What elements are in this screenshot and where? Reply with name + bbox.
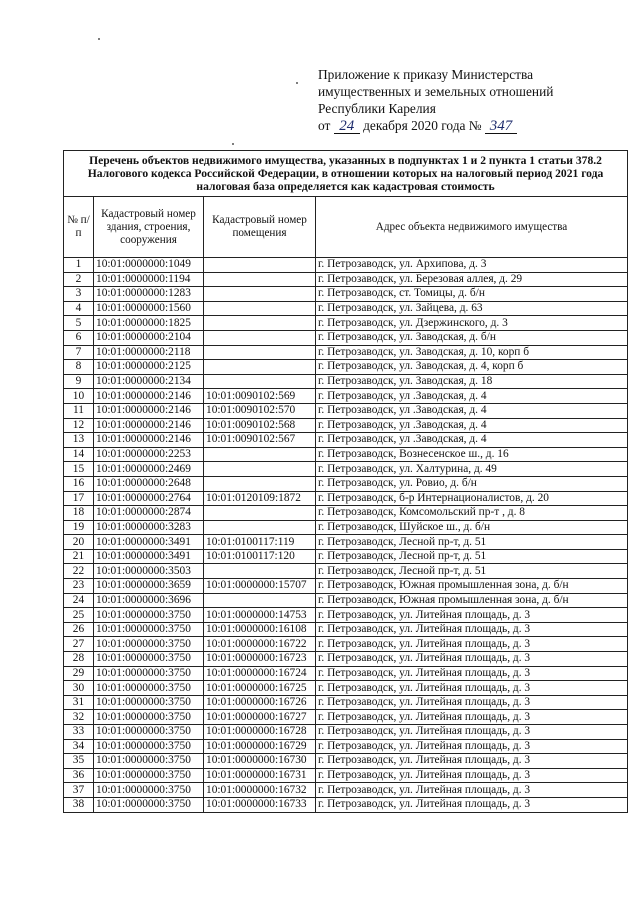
- premises-cadastral-number: 10:01:0000000:16722: [204, 637, 316, 652]
- row-number: 22: [64, 564, 94, 579]
- table-row: [64, 535, 628, 550]
- object-address: г. Петрозаводск, б-р Интернационалистов, д. 20: [316, 491, 628, 506]
- object-address: г. Петрозаводск, ул. Литейная площадь, д. 3: [316, 681, 628, 696]
- table-row: [64, 258, 628, 273]
- object-address: г. Петрозаводск, ст. Томицы, д. б/н: [316, 287, 628, 302]
- table-title-row: [64, 151, 628, 197]
- premises-cadastral-number: [204, 462, 316, 477]
- object-address: г. Петрозаводск, ул. Литейная площадь, д. 3: [316, 739, 628, 754]
- building-cadastral-number: 10:01:0000000:3283: [94, 520, 204, 535]
- object-address: г. Петрозаводск, ул. Заводская, д. 4, корп б: [316, 360, 628, 375]
- premises-cadastral-number: 10:01:0000000:16729: [204, 739, 316, 754]
- table-title: Перечень объектов недвижимого имущества, указанных в подпунктах 1 и 2 пункта 1 статьи 378.2 Налогового кодекса Российской Федерации, в отношении которых на налоговый период 2021 года налоговая база определяется как кадастровая стоимость: [64, 151, 628, 197]
- building-cadastral-number: 10:01:0000000:1560: [94, 301, 204, 316]
- row-number: 25: [64, 608, 94, 623]
- object-address: г. Петрозаводск, ул .Заводская, д. 4: [316, 418, 628, 433]
- object-address: г. Петрозаводск, ул. Дзержинского, д. 3: [316, 316, 628, 331]
- building-cadastral-number: 10:01:0000000:3750: [94, 725, 204, 740]
- building-cadastral-number: 10:01:0000000:3750: [94, 710, 204, 725]
- document-header: [318, 66, 618, 134]
- premises-cadastral-number: [204, 374, 316, 389]
- scan-speck: [98, 38, 100, 40]
- building-cadastral-number: 10:01:0000000:2874: [94, 506, 204, 521]
- building-cadastral-number: 10:01:0000000:3491: [94, 549, 204, 564]
- table-row: [64, 301, 628, 316]
- object-address: г. Петрозаводск, ул .Заводская, д. 4: [316, 389, 628, 404]
- premises-cadastral-number: [204, 476, 316, 491]
- object-address: г. Петрозаводск, ул. Литейная площадь, д. 3: [316, 666, 628, 681]
- building-cadastral-number: 10:01:0000000:3750: [94, 681, 204, 696]
- table-row: [64, 579, 628, 594]
- table-row: [64, 345, 628, 360]
- table-row: [64, 476, 628, 491]
- premises-cadastral-number: 10:01:0000000:16730: [204, 754, 316, 769]
- property-table: [63, 150, 628, 813]
- premises-cadastral-number: 10:01:0000000:16723: [204, 652, 316, 667]
- row-number: 1: [64, 258, 94, 273]
- building-cadastral-number: 10:01:0000000:3750: [94, 783, 204, 798]
- premises-cadastral-number: 10:01:0100117:120: [204, 549, 316, 564]
- date-prefix: от: [318, 118, 331, 133]
- table-row: [64, 695, 628, 710]
- object-address: г. Петрозаводск, ул. Литейная площадь, д. 3: [316, 710, 628, 725]
- premises-cadastral-number: [204, 593, 316, 608]
- object-address: г. Петрозаводск, ул. Литейная площадь, д. 3: [316, 768, 628, 783]
- table-row: [64, 403, 628, 418]
- handwritten-order-number: 347: [485, 119, 517, 134]
- object-address: г. Петрозаводск, Южная промышленная зона, д. б/н: [316, 593, 628, 608]
- table-row: [64, 739, 628, 754]
- object-address: г. Петрозаводск, Лесной пр-т, д. 51: [316, 549, 628, 564]
- building-cadastral-number: 10:01:0000000:3696: [94, 593, 204, 608]
- header-line-3: Республики Карелия: [318, 101, 436, 116]
- scan-speck: [296, 82, 298, 84]
- row-number: 21: [64, 549, 94, 564]
- table-row: [64, 637, 628, 652]
- row-number: 36: [64, 768, 94, 783]
- building-cadastral-number: 10:01:0000000:3659: [94, 579, 204, 594]
- table-row: [64, 433, 628, 448]
- header-date-line: [318, 117, 618, 134]
- premises-cadastral-number: 10:01:0000000:16727: [204, 710, 316, 725]
- object-address: г. Петрозаводск, ул .Заводская, д. 4: [316, 433, 628, 448]
- handwritten-day: 24: [334, 119, 360, 134]
- row-number: 34: [64, 739, 94, 754]
- object-address: г. Петрозаводск, Комсомольский пр-т , д. 8: [316, 506, 628, 521]
- object-address: г. Петрозаводск, ул. Литейная площадь, д. 3: [316, 754, 628, 769]
- row-number: 28: [64, 652, 94, 667]
- row-number: 8: [64, 360, 94, 375]
- building-cadastral-number: 10:01:0000000:2104: [94, 330, 204, 345]
- object-address: г. Петрозаводск, Вознесенское ш., д. 16: [316, 447, 628, 462]
- table-row: [64, 520, 628, 535]
- premises-cadastral-number: 10:01:0090102:567: [204, 433, 316, 448]
- building-cadastral-number: 10:01:0000000:3750: [94, 768, 204, 783]
- table-row: [64, 462, 628, 477]
- premises-cadastral-number: 10:01:0000000:16724: [204, 666, 316, 681]
- table-row: [64, 506, 628, 521]
- object-address: г. Петрозаводск, ул. Литейная площадь, д. 3: [316, 797, 628, 812]
- table-row: [64, 287, 628, 302]
- table-row: [64, 783, 628, 798]
- object-address: г. Петрозаводск, ул. Литейная площадь, д. 3: [316, 652, 628, 667]
- building-cadastral-number: 10:01:0000000:2469: [94, 462, 204, 477]
- building-cadastral-number: 10:01:0000000:3750: [94, 666, 204, 681]
- header-line-1: Приложение к приказу Министерства: [318, 67, 534, 82]
- object-address: г. Петрозаводск, ул. Литейная площадь, д. 3: [316, 637, 628, 652]
- premises-cadastral-number: 10:01:0000000:16725: [204, 681, 316, 696]
- premises-cadastral-number: [204, 301, 316, 316]
- row-number: 14: [64, 447, 94, 462]
- table-row: [64, 374, 628, 389]
- object-address: г. Петрозаводск, ул. Литейная площадь, д. 3: [316, 783, 628, 798]
- object-address: г. Петрозаводск, ул. Литейная площадь, д. 3: [316, 622, 628, 637]
- table-row: [64, 725, 628, 740]
- table-header-row: [64, 197, 628, 258]
- building-cadastral-number: 10:01:0000000:2134: [94, 374, 204, 389]
- row-number: 19: [64, 520, 94, 535]
- table-row: [64, 316, 628, 331]
- row-number: 26: [64, 622, 94, 637]
- object-address: г. Петрозаводск, ул. Архипова, д. 3: [316, 258, 628, 273]
- object-address: г. Петрозаводск, ул. Литейная площадь, д. 3: [316, 608, 628, 623]
- object-address: г. Петрозаводск, ул. Заводская, д. б/н: [316, 330, 628, 345]
- table-row: [64, 768, 628, 783]
- table-row: [64, 652, 628, 667]
- col-header-premises: Кадастровый номер помещения: [204, 197, 316, 258]
- premises-cadastral-number: [204, 287, 316, 302]
- row-number: 24: [64, 593, 94, 608]
- premises-cadastral-number: 10:01:0120109:1872: [204, 491, 316, 506]
- row-number: 37: [64, 783, 94, 798]
- premises-cadastral-number: 10:01:0000000:16731: [204, 768, 316, 783]
- row-number: 35: [64, 754, 94, 769]
- premises-cadastral-number: [204, 258, 316, 273]
- building-cadastral-number: 10:01:0000000:3750: [94, 754, 204, 769]
- premises-cadastral-number: 10:01:0000000:16728: [204, 725, 316, 740]
- building-cadastral-number: 10:01:0000000:3750: [94, 652, 204, 667]
- row-number: 2: [64, 272, 94, 287]
- table-row: [64, 389, 628, 404]
- row-number: 5: [64, 316, 94, 331]
- building-cadastral-number: 10:01:0000000:2648: [94, 476, 204, 491]
- building-cadastral-number: 10:01:0000000:1283: [94, 287, 204, 302]
- table-row: [64, 710, 628, 725]
- row-number: 15: [64, 462, 94, 477]
- row-number: 29: [64, 666, 94, 681]
- row-number: 11: [64, 403, 94, 418]
- premises-cadastral-number: [204, 272, 316, 287]
- premises-cadastral-number: [204, 506, 316, 521]
- table-row: [64, 564, 628, 579]
- premises-cadastral-number: [204, 360, 316, 375]
- table-row: [64, 608, 628, 623]
- row-number: 13: [64, 433, 94, 448]
- object-address: г. Петрозаводск, ул. Литейная площадь, д. 3: [316, 725, 628, 740]
- col-header-num: № п/п: [64, 197, 94, 258]
- table-row: [64, 360, 628, 375]
- scan-speck: [232, 143, 234, 145]
- row-number: 9: [64, 374, 94, 389]
- object-address: г. Петрозаводск, ул. Ровио, д. б/н: [316, 476, 628, 491]
- row-number: 12: [64, 418, 94, 433]
- object-address: г. Петрозаводск, Южная промышленная зона, д. б/н: [316, 579, 628, 594]
- object-address: г. Петрозаводск, ул. Зайцева, д. 63: [316, 301, 628, 316]
- building-cadastral-number: 10:01:0000000:2146: [94, 389, 204, 404]
- premises-cadastral-number: [204, 345, 316, 360]
- row-number: 33: [64, 725, 94, 740]
- building-cadastral-number: 10:01:0000000:3503: [94, 564, 204, 579]
- premises-cadastral-number: [204, 447, 316, 462]
- premises-cadastral-number: 10:01:0000000:16726: [204, 695, 316, 710]
- table-body: [64, 258, 628, 813]
- table-row: [64, 272, 628, 287]
- table-row: [64, 330, 628, 345]
- building-cadastral-number: 10:01:0000000:3491: [94, 535, 204, 550]
- table-row: [64, 681, 628, 696]
- premises-cadastral-number: 10:01:0000000:15707: [204, 579, 316, 594]
- table-row: [64, 797, 628, 812]
- building-cadastral-number: 10:01:0000000:3750: [94, 637, 204, 652]
- premises-cadastral-number: 10:01:0000000:16733: [204, 797, 316, 812]
- building-cadastral-number: 10:01:0000000:3750: [94, 797, 204, 812]
- row-number: 30: [64, 681, 94, 696]
- col-header-building: Кадастровый номер здания, строения, сооружения: [94, 197, 204, 258]
- building-cadastral-number: 10:01:0000000:3750: [94, 622, 204, 637]
- row-number: 6: [64, 330, 94, 345]
- row-number: 20: [64, 535, 94, 550]
- building-cadastral-number: 10:01:0000000:3750: [94, 608, 204, 623]
- table-row: [64, 622, 628, 637]
- building-cadastral-number: 10:01:0000000:1194: [94, 272, 204, 287]
- premises-cadastral-number: [204, 564, 316, 579]
- col-header-address: Адрес объекта недвижимого имущества: [316, 197, 628, 258]
- table-row: [64, 491, 628, 506]
- object-address: г. Петрозаводск, ул. Халтурина, д. 49: [316, 462, 628, 477]
- building-cadastral-number: 10:01:0000000:2146: [94, 433, 204, 448]
- row-number: 27: [64, 637, 94, 652]
- header-line-2: имущественных и земельных отношений: [318, 84, 554, 99]
- table-row: [64, 754, 628, 769]
- object-address: г. Петрозаводск, Лесной пр-т, д. 51: [316, 564, 628, 579]
- object-address: г. Петрозаводск, ул. Заводская, д. 18: [316, 374, 628, 389]
- row-number: 7: [64, 345, 94, 360]
- premises-cadastral-number: 10:01:0000000:14753: [204, 608, 316, 623]
- premises-cadastral-number: 10:01:0000000:16108: [204, 622, 316, 637]
- building-cadastral-number: 10:01:0000000:2253: [94, 447, 204, 462]
- object-address: г. Петрозаводск, Шуйское ш., д. б/н: [316, 520, 628, 535]
- building-cadastral-number: 10:01:0000000:3750: [94, 695, 204, 710]
- table-row: [64, 593, 628, 608]
- building-cadastral-number: 10:01:0000000:2125: [94, 360, 204, 375]
- row-number: 16: [64, 476, 94, 491]
- building-cadastral-number: 10:01:0000000:1825: [94, 316, 204, 331]
- table-row: [64, 549, 628, 564]
- row-number: 32: [64, 710, 94, 725]
- premises-cadastral-number: 10:01:0090102:570: [204, 403, 316, 418]
- table-row: [64, 666, 628, 681]
- premises-cadastral-number: 10:01:0090102:568: [204, 418, 316, 433]
- premises-cadastral-number: 10:01:0090102:569: [204, 389, 316, 404]
- row-number: 38: [64, 797, 94, 812]
- row-number: 3: [64, 287, 94, 302]
- premises-cadastral-number: [204, 520, 316, 535]
- row-number: 4: [64, 301, 94, 316]
- date-rest: декабря 2020 года №: [363, 118, 482, 133]
- table-row: [64, 418, 628, 433]
- row-number: 31: [64, 695, 94, 710]
- building-cadastral-number: 10:01:0000000:2146: [94, 418, 204, 433]
- object-address: г. Петрозаводск, ул .Заводская, д. 4: [316, 403, 628, 418]
- premises-cadastral-number: 10:01:0100117:119: [204, 535, 316, 550]
- row-number: 18: [64, 506, 94, 521]
- building-cadastral-number: 10:01:0000000:2118: [94, 345, 204, 360]
- object-address: г. Петрозаводск, ул. Березовая аллея, д. 29: [316, 272, 628, 287]
- object-address: г. Петрозаводск, Лесной пр-т, д. 51: [316, 535, 628, 550]
- row-number: 23: [64, 579, 94, 594]
- row-number: 10: [64, 389, 94, 404]
- building-cadastral-number: 10:01:0000000:2764: [94, 491, 204, 506]
- table-row: [64, 447, 628, 462]
- object-address: г. Петрозаводск, ул. Литейная площадь, д. 3: [316, 695, 628, 710]
- building-cadastral-number: 10:01:0000000:3750: [94, 739, 204, 754]
- premises-cadastral-number: [204, 316, 316, 331]
- building-cadastral-number: 10:01:0000000:1049: [94, 258, 204, 273]
- building-cadastral-number: 10:01:0000000:2146: [94, 403, 204, 418]
- premises-cadastral-number: 10:01:0000000:16732: [204, 783, 316, 798]
- premises-cadastral-number: [204, 330, 316, 345]
- object-address: г. Петрозаводск, ул. Заводская, д. 10, корп б: [316, 345, 628, 360]
- row-number: 17: [64, 491, 94, 506]
